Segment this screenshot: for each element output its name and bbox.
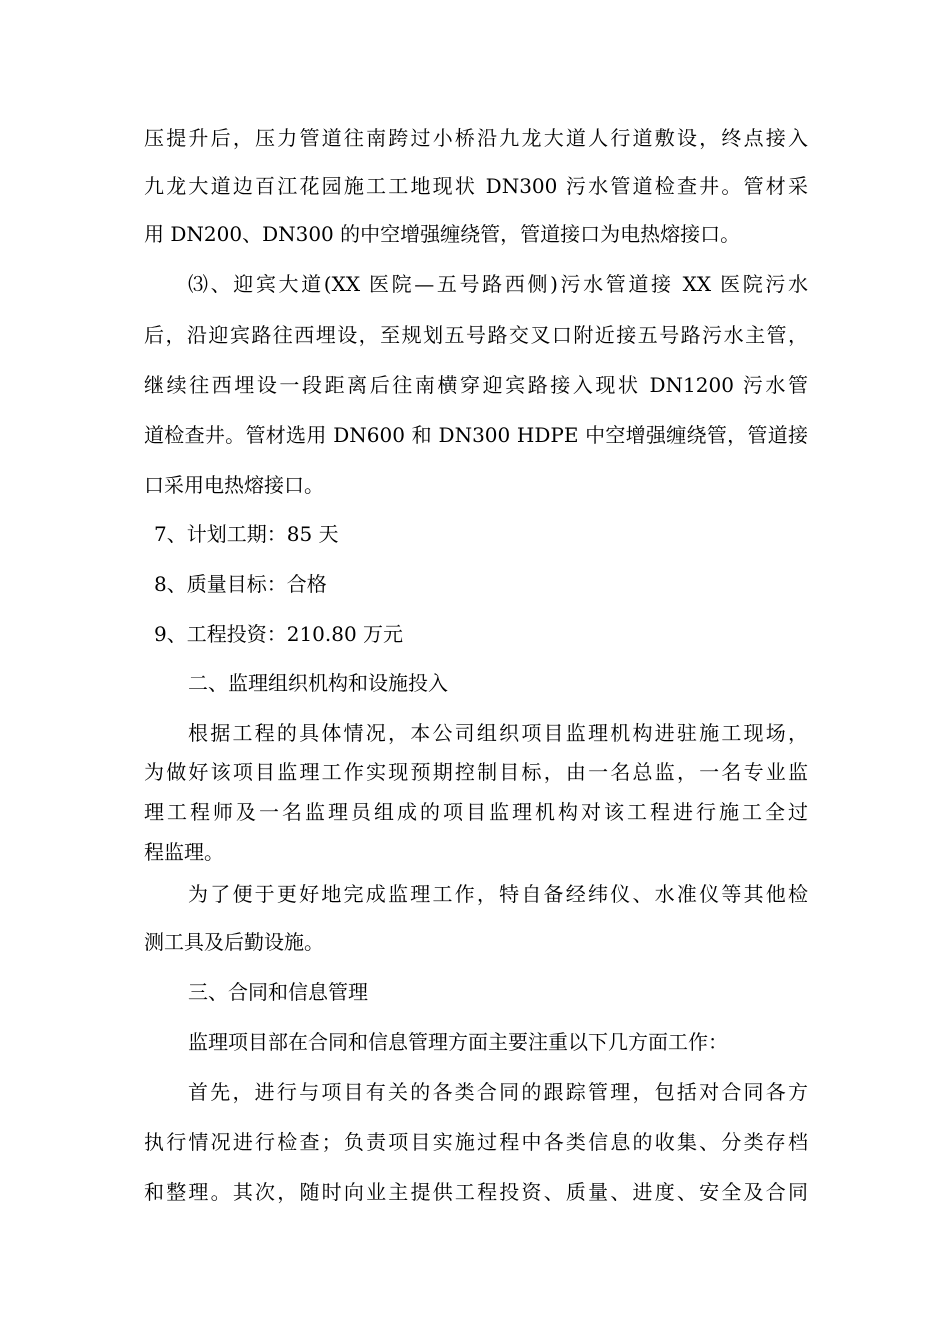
paragraph-line-14: 理工程师及一名监理员组成的项目监理机构对该工程进行施工全过: [144, 800, 808, 824]
paragraph-line-1: 压提升后，压力管道往南跨过小桥沿九龙大道人行道敷设，终点接入: [144, 126, 808, 150]
paragraph-line-17: 测工具及后勤设施。: [144, 930, 324, 954]
paragraph-line-20: 首先，进行与项目有关的各类合同的跟踪管理，包括对合同各方: [188, 1080, 808, 1104]
paragraph-line-8: 口采用电热熔接口。: [144, 473, 324, 497]
paragraph-line-13: 为做好该项目监理工作实现预期控制目标，由一名总监，一名专业监: [144, 760, 808, 784]
section-heading-organization: 二、监理组织机构和设施投入: [188, 671, 448, 695]
paragraph-line-15: 程监理。: [144, 840, 224, 864]
paragraph-line-6: 继续往西埋设一段距离后往南横穿迎宾路接入现状 DN1200 污水管: [144, 373, 808, 397]
section-heading-contract: 三、合同和信息管理: [188, 980, 368, 1004]
paragraph-line-12: 根据工程的具体情况，本公司组织项目监理机构进驻施工现场，: [188, 721, 808, 745]
paragraph-line-3: 用 DN200、DN300 的中空增强缠绕管，管道接口为电热熔接口。: [144, 222, 741, 246]
paragraph-line-7: 道检查井。管材选用 DN600 和 DN300 HDPE 中空增强缠绕管，管道接: [144, 423, 808, 447]
paragraph-line-21: 执行情况进行检查；负责项目实施过程中各类信息的收集、分类存档: [144, 1130, 808, 1154]
paragraph-line-5: 后，沿迎宾路往西埋设，至规划五号路交叉口附近接五号路污水主管，: [144, 323, 808, 347]
investment-item: 9、工程投资：210.80 万元: [154, 622, 404, 646]
paragraph-line-19: 监理项目部在合同和信息管理方面主要注重以下几方面工作：: [188, 1030, 728, 1054]
plan-duration-item: 7、计划工期：85 天: [154, 522, 339, 546]
paragraph-line-16: 为了便于更好地完成监理工作，特自备经纬仪、水准仪等其他检: [188, 882, 808, 906]
paragraph-line-2: 九龙大道边百江花园施工工地现状 DN300 污水管道检查井。管材采: [144, 174, 808, 198]
quality-target-item: 8、质量目标：合格: [154, 572, 327, 596]
paragraph-line-4: ⑶、迎宾大道(XX 医院—五号路西侧)污水管道接 XX 医院污水: [188, 272, 808, 296]
paragraph-line-22: 和整理。其次，随时向业主提供工程投资、质量、进度、安全及合同: [144, 1180, 808, 1204]
